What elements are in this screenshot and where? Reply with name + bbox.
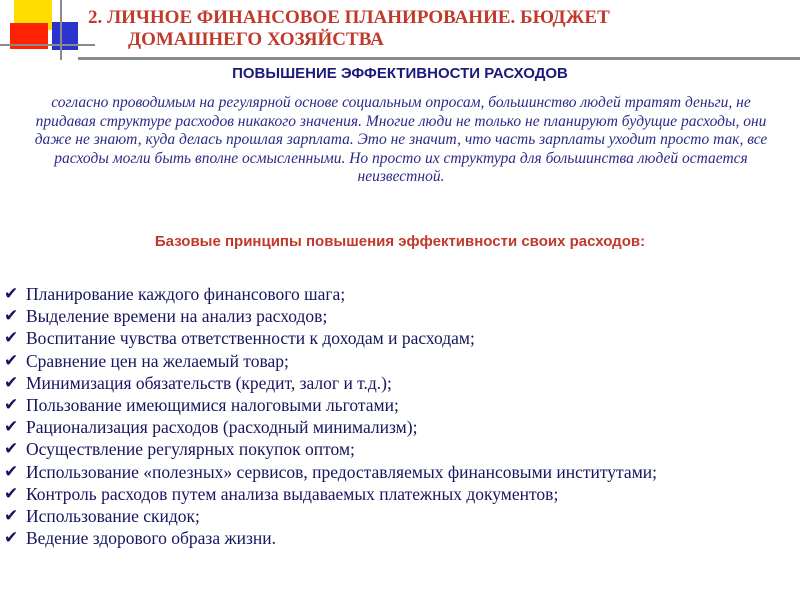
decor-horizontal-line <box>0 44 95 46</box>
checkmark-icon: ✔ <box>4 439 19 460</box>
principle-item <box>4 438 784 460</box>
checkmark-icon: ✔ <box>4 284 19 304</box>
principle-item <box>4 394 784 416</box>
header-rule <box>78 57 800 60</box>
principle-text: Контроль расходов путем анализа выдаваемых платежных документов; <box>26 483 559 504</box>
principle-item <box>4 305 784 327</box>
checkmark-icon: ✔ <box>4 350 19 371</box>
checkmark-icon: ✔ <box>4 328 19 349</box>
principle-text: Рационализация расходов (расходный минимализм); <box>26 417 418 438</box>
principle-item <box>4 327 784 349</box>
principle-text: Использование скидок; <box>26 506 200 527</box>
principles-heading: Базовые принципы повышения эффективности своих расходов: <box>154 233 646 250</box>
principle-item <box>4 461 784 483</box>
principle-text: Выделение времени на анализ расходов; <box>26 306 328 327</box>
checkmark-icon: ✔ <box>4 417 19 438</box>
checkmark-icon: ✔ <box>4 395 19 416</box>
checkmark-icon: ✔ <box>4 372 19 393</box>
principle-item <box>4 416 784 438</box>
slide-title-line2: ДОМАШНЕГО ХОЗЯЙСТВА <box>128 29 384 50</box>
principle-text: Минимизация обязательств (кредит, залог и т.д.); <box>26 372 392 393</box>
decor-vertical-line <box>60 0 62 60</box>
checkmark-icon: ✔ <box>4 506 19 527</box>
principle-text: Сравнение цен на желаемый товар; <box>26 350 289 371</box>
principle-text: Воспитание чувства ответственности к доходам и расходам; <box>26 328 475 349</box>
principle-text: Планирование каждого финансового шага; <box>26 284 346 304</box>
intro-paragraph: согласно проводимым на регулярной основе социальным опросам, большинство людей тратят деньги, не придавая структуре расходов никакого значения. Многие люди не только не планируют будущие расходы, они даже не знают, куда делась прошлая зарплата. Это не значит, что часть зарплаты уходит просто так, все расходы могли быть вполне осмысленными. Но просто их структура для большинства людей остается неизвестной. <box>34 94 768 185</box>
principle-text: Использование «полезных» сервисов, предоставляемых финансовыми институтами; <box>26 461 657 482</box>
principle-item <box>4 350 784 372</box>
section-subtitle: ПОВЫШЕНИЕ ЭФФЕКТИВНОСТИ РАСХОДОВ <box>232 65 568 82</box>
principle-item <box>4 483 784 505</box>
principle-text: Пользование имеющимися налоговыми льготами; <box>26 395 399 416</box>
checkmark-icon: ✔ <box>4 528 19 549</box>
slide-title-line1: 2. ЛИЧНОЕ ФИНАНСОВОЕ ПЛАНИРОВАНИЕ. БЮДЖЕТ <box>88 7 610 28</box>
slide-title <box>88 7 788 51</box>
principles-list <box>4 283 784 549</box>
checkmark-icon: ✔ <box>4 306 19 327</box>
checkmark-icon: ✔ <box>4 461 19 482</box>
principle-item <box>4 372 784 394</box>
principle-item <box>4 283 784 305</box>
principle-item <box>4 527 784 549</box>
principle-text: Осуществление регулярных покупок оптом; <box>26 439 355 460</box>
principle-text: Ведение здорового образа жизни. <box>26 528 276 549</box>
principle-item <box>4 505 784 527</box>
checkmark-icon: ✔ <box>4 483 19 504</box>
